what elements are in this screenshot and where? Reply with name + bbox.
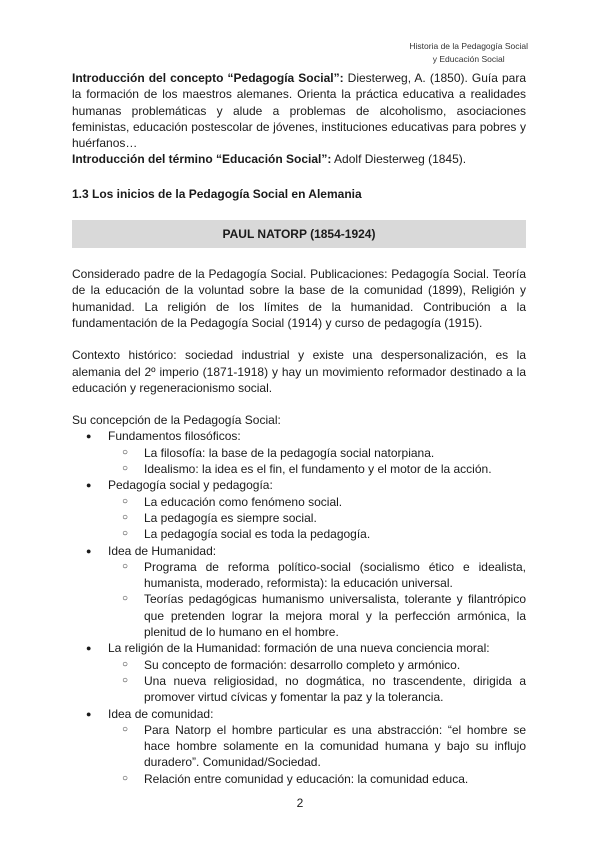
conception-intro: Su concepción de la Pedagogía Social: bbox=[72, 413, 281, 428]
sub-list-item: ○ La educación como fenómeno social. bbox=[108, 494, 526, 510]
sub-list-item: ○ Teorías pedagógicas humanismo universalista, tolerante y filantrópico que pretenden lograr la mejora moral y la perfección armónica, la plenitud de lo humano en el hombre. bbox=[108, 591, 526, 640]
sub-list-item: ○ La pedagogía es siempre social. bbox=[108, 510, 526, 526]
page-content bbox=[72, 70, 526, 787]
sub-list-item: ○ Una nueva religiosidad, no dogmática, no trascendente, dirigida a promover virtud cívicas y fomentar la paz y la tolerancia. bbox=[108, 673, 526, 706]
running-header bbox=[409, 40, 528, 66]
page-number: 2 bbox=[296, 796, 304, 810]
sub-list-item: ○ Para Natorp el hombre particular es una abstracción: “el hombre se hace hombre solamente en la comunidad humana y bajo su influjo duradero”. Comunidad/Sociedad. bbox=[108, 722, 526, 771]
section-title: 1.3 Los inicios de la Pedagogía Social en Alemania bbox=[72, 186, 362, 201]
list-item-label: Pedagogía social y pedagogía: bbox=[108, 478, 273, 493]
list-item-label: La religión de la Humanidad: formación de una nueva conciencia moral: bbox=[108, 641, 490, 656]
intro-term bbox=[72, 151, 526, 167]
sub-list bbox=[108, 559, 526, 640]
intro-concept bbox=[72, 70, 526, 151]
list-item-label: Idea de comunidad: bbox=[108, 706, 214, 721]
paragraph-1: Considerado padre de la Pedagogía Social. Publicaciones: Pedagogía Social. Teoría de la educación de la voluntad sobre la base de la comunidad (1899), Religión y humanidad. La religión de los límites de la humanidad. Contribución a la fundamentación de la Pedagogía Social (1914) y curso de pedagogía (1915). bbox=[72, 267, 526, 330]
intro-term-label: Introducción del término “Educación Social”: bbox=[72, 152, 332, 167]
paragraph-2: Contexto histórico: sociedad industrial y existe una despersonalización, es la alemania del 2º imperio (1871-1918) y hay un movimiento reformador destinado a la educación y regeneracionismo social. bbox=[72, 348, 526, 395]
intro-concept-text: Diesterweg, A. (1850). Guía para la formación de los maestros alemanes. Orienta la práctica educativa a realidades humanas problemáticas y alude a problemas de alcoholismo, asociaciones feministas, educación postescolar de jóvenes, instituciones educativas para pobres y huérfanos… bbox=[72, 71, 526, 151]
sub-list bbox=[108, 494, 526, 543]
list-item bbox=[72, 706, 526, 787]
list-item-label: Idea de Humanidad: bbox=[108, 543, 217, 558]
sub-list bbox=[108, 445, 526, 478]
conception-list bbox=[72, 428, 526, 787]
sub-list-item: ○ Idealismo: la idea es el fin, el fundamento y el motor de la acción. bbox=[108, 461, 526, 477]
list-item bbox=[72, 477, 526, 542]
sub-list-item: ○ Programa de reforma político-social (socialismo ético e idealista, humanista, moderado, reformista): la educación universal. bbox=[108, 559, 526, 592]
list-item bbox=[72, 543, 526, 641]
sub-list bbox=[108, 657, 526, 706]
sub-list-item: ○ La filosofía: la base de la pedagogía social natorpiana. bbox=[108, 445, 526, 461]
sub-list-item: ○ La pedagogía social es toda la pedagogía. bbox=[108, 526, 526, 542]
natorp-banner: PAUL NATORP (1854-1924) bbox=[72, 220, 526, 248]
list-item-label: Fundamentos filosóficos: bbox=[108, 429, 241, 444]
header-line-2: y Educación Social bbox=[432, 54, 505, 64]
header-line-1: Historia de la Pedagogía Social bbox=[409, 41, 528, 51]
sub-list-item: ○ Relación entre comunidad y educación: la comunidad educa. bbox=[108, 771, 526, 787]
sub-list-item: ○ Su concepto de formación: desarrollo completo y armónico. bbox=[108, 657, 526, 673]
sub-list bbox=[108, 722, 526, 787]
list-item bbox=[72, 428, 526, 477]
intro-concept-label: Introducción del concepto “Pedagogía Social”: bbox=[72, 71, 344, 85]
list-item bbox=[72, 640, 526, 705]
intro-term-text: Adolf Diesterweg (1845). bbox=[331, 152, 467, 167]
